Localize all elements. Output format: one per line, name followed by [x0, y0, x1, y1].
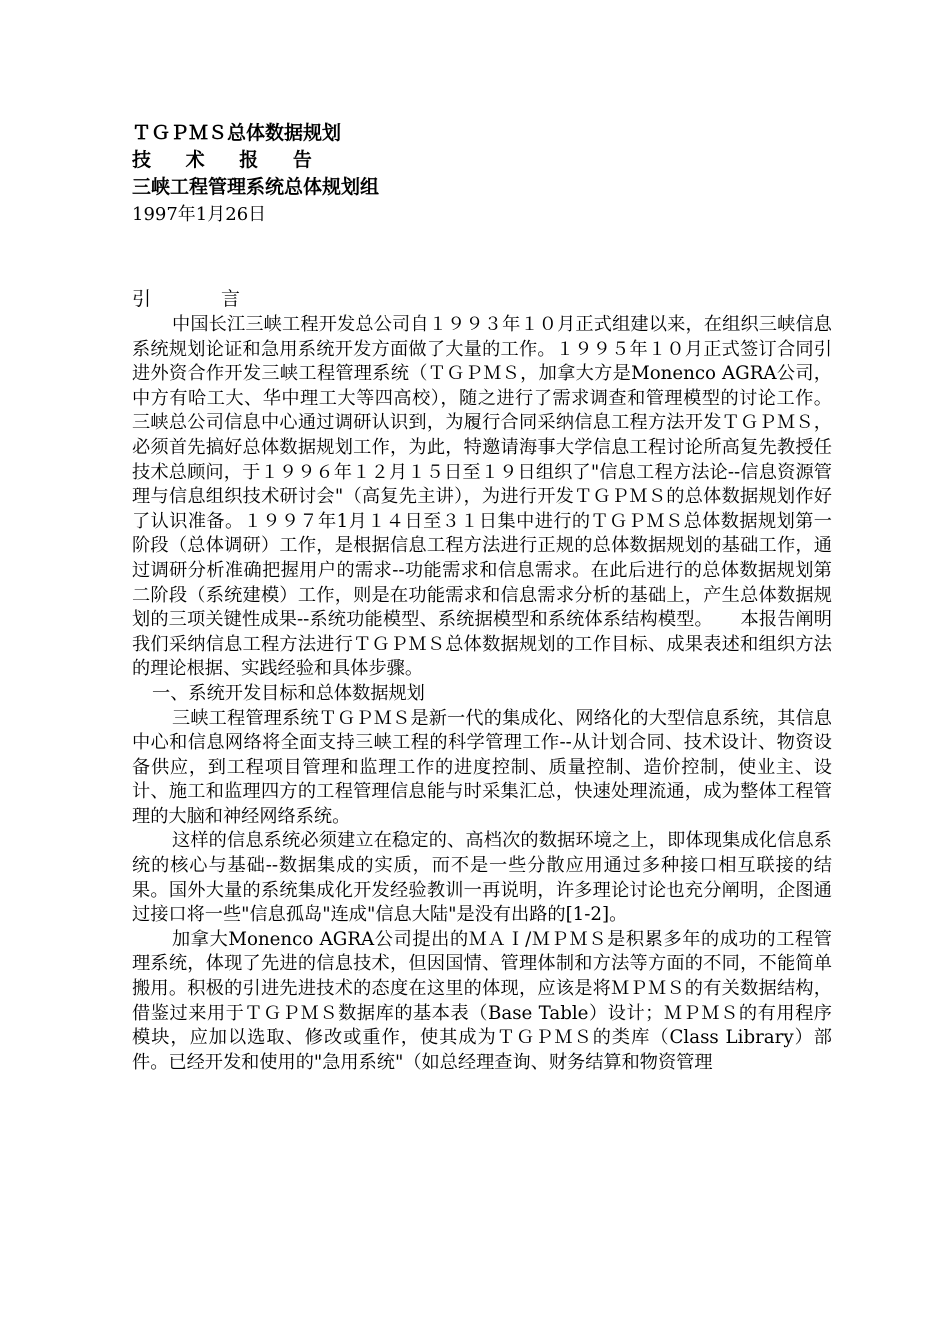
- section1-paragraph-2: 这样的信息系统必须建立在稳定的、高档次的数据环境之上，即体现集成化信息系统的核心与基础--数据集成的实质，而不是一些分散应用通过多种接口相互联接的结果。国外大量的系统集成化开发经验教训一再说明，许多理论讨论也充分阐明，企图通过接口将一些"信息孤岛"连成"信息大陆"是没有出路的[1-2]。: [132, 830, 832, 926]
- section1-paragraph-3: 加拿大Monenco AGRA公司提出的ＭＡＩ/ＭＰＭＳ是积累多年的成功的工程管理系统，体现了先进的信息技术，但因国情、管理体制和方法等方面的不同，不能简单搬用。积极的引进先进技术的态度在这里的体现，应该是将ＭＰＭＳ的有关数据结构，借鉴过来用于ＴＧＰＭＳ数据库的基本表（Base Table）设计；ＭＰＭＳ的有用程序模块，应加以选取、修改或重作，使其成为ＴＧＰＭＳ的类库（Class Library）部件。已经开发和使用的"急用系统"（如总经理查询、财务结算和物资管理: [132, 928, 832, 1073]
- intro-paragraph: 中国长江三峡工程开发总公司自１９９３年１０月正式组建以来，在组织三峡信息系统规划论证和急用系统开发方面做了大量的工作。１９９５年１０月正式签订合同引进外资合作开发三峡工程管理系统（ＴＧＰＭＳ，加拿大方是Monenco AGRA公司，中方有哈工大、华中理工大等四高校），随之进行了需求调查和管理模型的讨论工作。三峡总公司信息中心通过调研认识到，为履行合同采纳信息工程方法开发ＴＧＰＭＳ，必须首先搞好总体数据规划工作，为此，特邀请海事大学信息工程讨论所高复先教授任技术总顾问，于１９９６年１２月１５日至１９日组织了"信息工程方法论--信息资源管理与信息组织技术研讨会"（高复先主讲），为进行开发ＴＧＰＭＳ的总体数据规划作好了认识准备。１９９７年1月１４日至３１日集中进行的ＴＧＰＭＳ总体数据规划第一阶段（总体调研）工作，是根据信息工程方法进行正规的总体数据规划的基础工作，通过调研分析准确把握用户的需求--功能需求和信息需求。在此后进行的总体数据规划第二阶段（系统建模）工作，则是在功能需求和信息需求分析的基础上，产生总体数据规划的三项关键性成果--系统功能模型、系统据模型和系统体系结构模型。 本报告阐明我们采纳信息工程方法进行ＴＧＰＭＳ总体数据规划的工作目标、成果表述和组织方法的理论根据、实践经验和具体步骤。: [132, 314, 832, 680]
- document-page: [132, 120, 832, 1075]
- report-organization: 三峡工程管理系统总体规划组: [132, 176, 380, 198]
- intro-heading: 引言: [132, 288, 311, 310]
- section1-paragraph-1: 三峡工程管理系统ＴＧＰＭＳ是新一代的集成化、网络化的大型信息系统，其信息中心和信息网络将全面支持三峡工程的科学管理工作--从计划合同、技术设计、物资设备供应，到工程项目管理和监理工作的进度控制、质量控制、造价控制，使业主、设计、施工和监理四方的工程管理信息能与时采集汇总，快速处理流通，成为整体工程管理的大脑和神经网络系统。: [132, 707, 832, 827]
- section1-heading: 一、系统开发目标和总体数据规划: [152, 682, 425, 704]
- report-date: 1997年1月26日: [132, 204, 267, 225]
- report-type: 技 术 报 告: [132, 149, 326, 171]
- report-title: ＴＧＰＭＳ总体数据规划: [132, 122, 342, 144]
